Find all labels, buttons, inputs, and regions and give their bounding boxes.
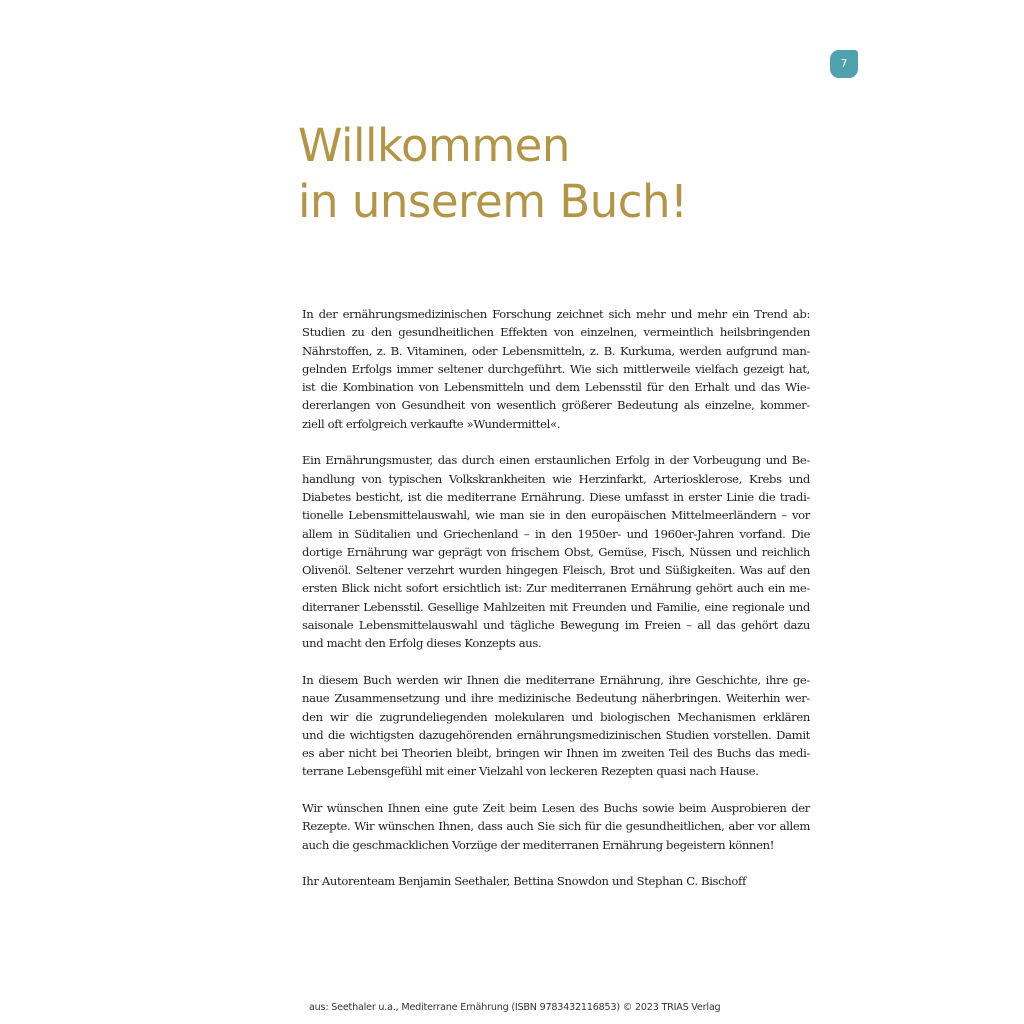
text-line: saisonale Lebensmittelauswahl und tägliche Bewegung im Freien – all das gehört dazu xyxy=(302,618,810,633)
text-line: Olivenöl. Seltener verzehrt wurden hingegen Fleisch, Brot und Süßigkeiten. Was auf den xyxy=(302,563,810,578)
text-line: tionelle Lebensmittelauswahl, wie man sie in den europäischen Mittelmeerländern – vor xyxy=(302,508,810,523)
paragraph-wishes xyxy=(302,799,810,854)
text-line: In der ernährungsmedizinischen Forschung zeichnet sich mehr und mehr ein Trend ab: xyxy=(302,307,810,321)
text-line: Studien zu den gesundheitlichen Effekten von einzelnen, vermeintlich heilsbringenden xyxy=(302,325,810,340)
text-line: dortige Ernährung war geprägt von frischem Obst, Gemüse, Fisch, Nüssen und reichlich xyxy=(302,544,810,559)
text-line: allem in Süditalien und Griechenland – in den 1950er- und 1960er-Jahren vorfand. Die xyxy=(302,526,810,541)
paragraph-intro xyxy=(302,305,810,433)
text-line: naue Zusammensetzung und ihre medizinische Bedeutung näherbringen. Weiterhin wer- xyxy=(302,691,810,706)
text-line: diterraner Lebensstil. Gesellige Mahlzeiten mit Freunden und Familie, eine regionale und xyxy=(302,599,810,614)
text-line: auch die geschmacklichen Vorzüge der mediterranen Ernährung begeistern können! xyxy=(302,837,775,852)
text-line: Ein Ernährungsmuster, das durch einen erstaunlichen Erfolg in der Vorbeugung und Be- xyxy=(302,453,810,468)
page-number-badge: 7 xyxy=(830,50,858,78)
text-line: terrane Lebensgefühl mit einer Vielzahl von leckeren Rezepten quasi nach Hause. xyxy=(302,764,759,779)
paragraph-mediterranean-diet xyxy=(302,451,810,652)
text-line: dererlangen von Gesundheit von wesentlich größerer Bedeutung als einzelne, kommer- xyxy=(302,398,810,413)
text-line: Wir wünschen Ihnen eine gute Zeit beim Lesen des Buchs sowie beim Ausprobieren der xyxy=(302,801,810,816)
text-line: und die wichtigsten dazugehörenden ernährungsmedizinischen Studien vorstellen. Damit xyxy=(302,727,810,742)
body-text xyxy=(302,305,810,909)
text-line: Diabetes besticht, ist die mediterrane Ernährung. Diese umfasst in erster Linie die tradi- xyxy=(302,489,810,504)
paragraph-signature xyxy=(302,872,810,890)
text-line: In diesem Buch werden wir Ihnen die mediterrane Ernährung, ihre Geschichte, ihre ge- xyxy=(302,672,810,687)
text-line: den wir die zugrundeliegenden molekularen und biologischen Mechanismen erklären xyxy=(302,709,810,724)
text-line: Rezepte. Wir wünschen Ihnen, dass auch Sie sich für die gesundheitlichen, aber vor allem xyxy=(302,819,810,834)
title-line: in unserem Buch! xyxy=(298,175,688,228)
text-line: es aber nicht bei Theorien bleibt, bringen wir Ihnen im zweiten Teil des Buchs das medi- xyxy=(302,746,810,761)
text-line: gelnden Erfolgs immer seltener durchgeführt. Wie sich mittlerweile vielfach gezeigt hat, xyxy=(302,361,810,376)
title-line: Willkommen xyxy=(298,119,570,172)
text-line: Nährstoffen, z. B. Vitaminen, oder Lebensmitteln, z. B. Kurkuma, werden aufgrund man- xyxy=(302,343,810,358)
text-line: ist die Kombination von Lebensmitteln und dem Lebensstil für den Erhalt und das Wie- xyxy=(302,380,810,395)
text-line: ersten Blick nicht sofort ersichtlich ist: Zur mediterranen Ernährung gehört auch ein me- xyxy=(302,581,810,596)
text-line: handlung von typischen Volkskrankheiten wie Herzinfarkt, Arteriosklerose, Krebs und xyxy=(302,471,810,486)
text-line: ziell oft erfolgreich verkaufte »Wundermittel«. xyxy=(302,416,561,431)
page-title xyxy=(298,118,688,230)
paragraph-book-overview xyxy=(302,671,810,781)
author-signature: Ihr Autorenteam Benjamin Seethaler, Bettina Snowdon und Stephan C. Bischoff xyxy=(302,874,746,889)
text-line: und macht den Erfolg dieses Konzepts aus. xyxy=(302,636,542,651)
source-footer: aus: Seethaler u.a., Mediterrane Ernährung (ISBN 9783432116853) © 2023 TRIAS Verlag xyxy=(309,1002,721,1013)
